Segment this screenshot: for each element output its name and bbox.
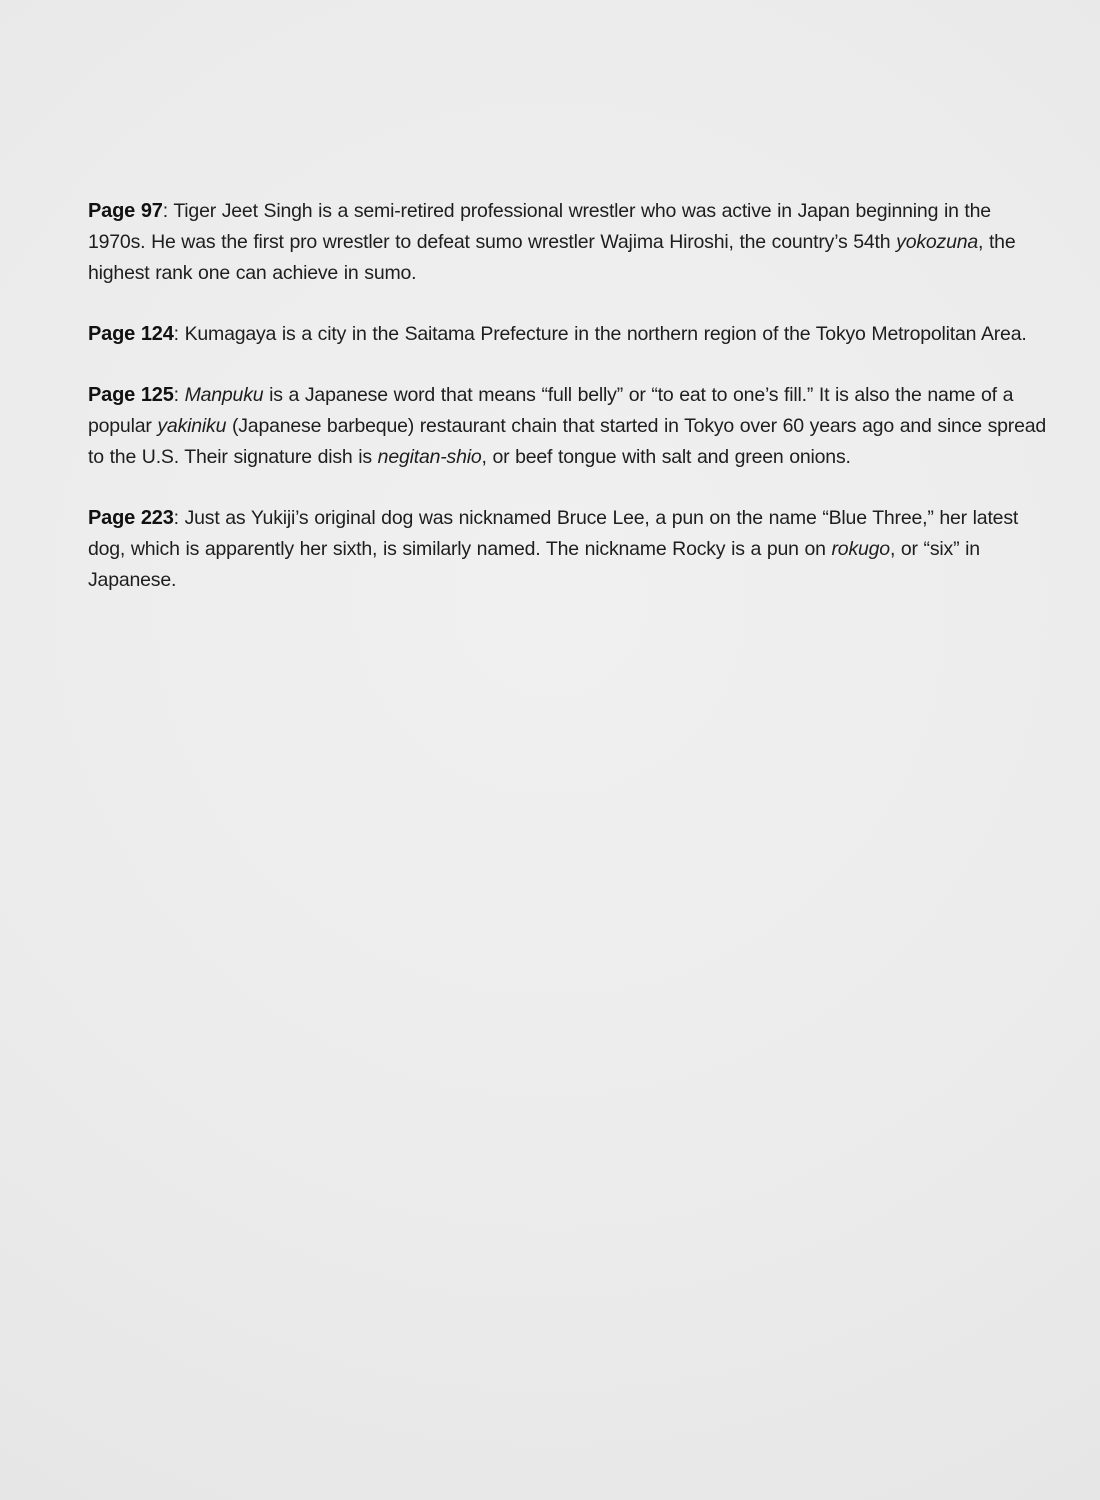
note-page-97: Page 97: Tiger Jeet Singh is a semi-retired professional wrestler who was active in Japan beginning in the 1970s. He was the first pro wrestler to defeat sumo wrestler Wajima Hiroshi, the country’s 54th yokozuna, the highest rank one can achieve in sumo. [88,200,1016,284]
note-page-124: Page 124: Kumagaya is a city in the Saitama Prefecture in the northern region of the Tokyo Metropolitan Area. [88,323,1027,345]
note-label: Page 125 [88,384,174,406]
note-label: Page 124 [88,323,174,345]
note-text-segment: Manpuku [184,384,264,406]
note-text-segment: , or beef tongue with salt and green onions. [481,446,851,468]
note-text-segment: Kumagaya is a city in the Saitama Prefecture in the northern region of the Tokyo Metropolitan Area. [184,323,1027,345]
note-text-segment: yakiniku [157,415,227,437]
note-text-segment: is a Japanese word that means “full belly” or “to eat to one’s fill.” It is also the name of a popular [88,384,1014,437]
note-page-223: Page 223: Just as Yukiji’s original dog was nicknamed Bruce Lee, a pun on the name “Blue Three,” her latest dog, which is apparently her sixth, is similarly named. The nickname Rocky is a pun on rokugo, or “six” in Japanese. [88,507,1019,591]
note-text-segment: , or “six” in Japanese. [88,538,980,591]
note-text-segment: Tiger Jeet Singh is a semi-retired professional wrestler who was active in Japan beginning in the 1970s. He was the first pro wrestler to defeat sumo wrestler Wajima Hiroshi, the country’s 54th [88,200,991,253]
note-text-segment: Just as Yukiji’s original dog was nicknamed Bruce Lee, a pun on the name “Blue Three,” her latest dog, which is apparently her sixth, is similarly named. The nickname Rocky is a pun on [88,507,1019,560]
note-text-segment: yokozuna [896,231,979,253]
translation-notes [88,196,1053,626]
note-text-segment: negitan-shio [377,446,482,468]
note-page-125: Page 125: Manpuku is a Japanese word that means “full belly” or “to eat to one’s fill.” It is also the name of a popular yakiniku (Japanese barbeque) restaurant chain that started in Tokyo over 60 years ago and since spread to the U.S. Their signature dish is negitan-shio, or beef tongue with salt and green onions. [88,384,1047,468]
note-label: Page 97 [88,200,163,222]
note-label: Page 223 [88,507,174,529]
note-text-segment: (Japanese barbeque) restaurant chain that started in Tokyo over 60 years ago and since spread to the U.S. Their signature dish is [88,415,1047,468]
note-text-segment: , the highest rank one can achieve in sumo. [88,231,1016,284]
note-text-segment: rokugo [831,538,890,560]
